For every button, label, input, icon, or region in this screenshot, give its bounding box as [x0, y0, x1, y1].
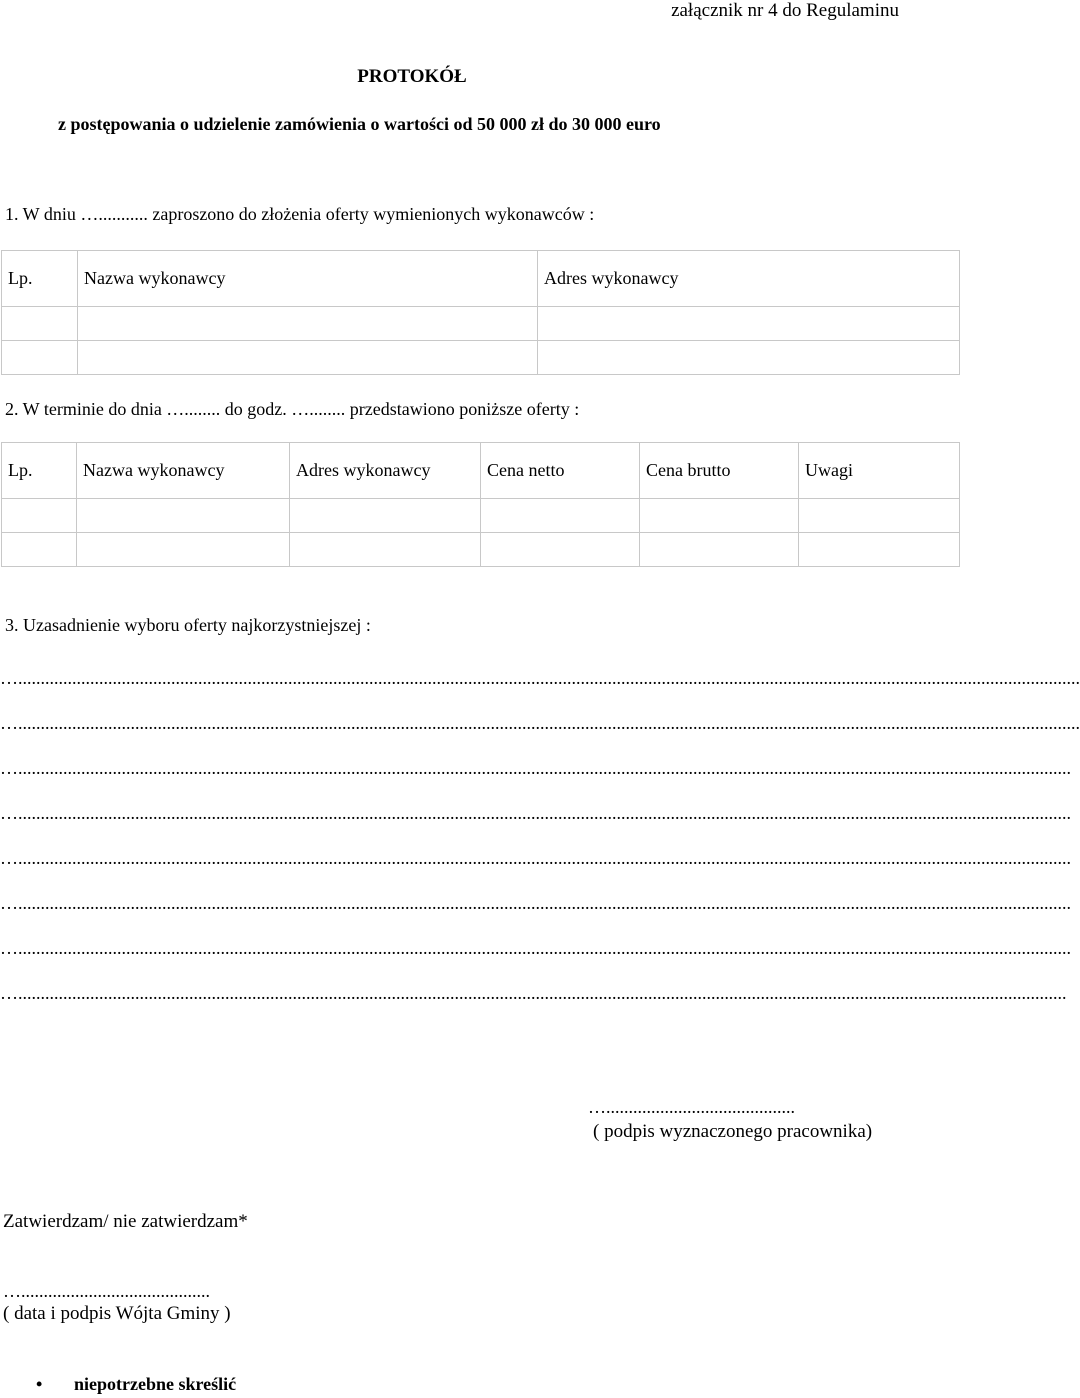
table-cell[interactable] — [799, 499, 960, 533]
table-cell[interactable] — [290, 533, 481, 567]
table-cell[interactable] — [290, 499, 481, 533]
footnote-text: niepotrzebne skreślić — [74, 1374, 237, 1394]
table-cell[interactable] — [481, 533, 640, 567]
table-cell[interactable] — [481, 499, 640, 533]
table-cell[interactable] — [77, 499, 290, 533]
table-cell[interactable] — [77, 533, 290, 567]
invited-contractors-table — [1, 250, 960, 375]
table-cell[interactable] — [538, 307, 960, 341]
table-cell[interactable] — [640, 533, 799, 567]
dotted-line[interactable]: …......................................................................................................................................................................................................................................... — [0, 983, 1067, 1003]
submitted-offers-table — [1, 442, 960, 567]
table-cell[interactable] — [2, 533, 77, 567]
table-cell[interactable] — [2, 307, 78, 341]
table-cell[interactable] — [640, 499, 799, 533]
table-row — [2, 341, 960, 375]
dotted-line[interactable]: ….......................................................................................................................................................................................................................................... — [0, 893, 1071, 913]
column-header-lp: Lp. — [2, 443, 77, 499]
dotted-line[interactable]: ….......................................................................................................................................................................................................................................... — [0, 803, 1071, 823]
signature-line[interactable]: ….......................................... — [588, 1097, 795, 1117]
table-cell[interactable] — [538, 341, 960, 375]
document-subtitle: z postępowania o udzielenie zamówienia o wartości od 50 000 zł do 30 000 euro — [58, 114, 661, 134]
dotted-line[interactable]: ….......................................................................................................................................................................................................................................... — [0, 848, 1071, 868]
approval-text: Zatwierdzam/ nie zatwierdzam* — [3, 1211, 248, 1232]
dotted-line[interactable]: ….......................................................................................................................................................................................................................................... — [0, 758, 1071, 778]
table-cell[interactable] — [2, 341, 78, 375]
footnote — [36, 1374, 236, 1395]
table-cell[interactable] — [2, 499, 77, 533]
column-header-contractor-address: Adres wykonawcy — [538, 251, 960, 307]
attachment-note: załącznik nr 4 do Regulaminu — [671, 0, 899, 21]
column-header-contractor-name: Nazwa wykonawcy — [77, 443, 290, 499]
table-cell[interactable] — [799, 533, 960, 567]
dotted-line[interactable]: …............................................................................................................................................................................................................................................ — [0, 668, 1080, 688]
column-header-net-price: Cena netto — [481, 443, 640, 499]
column-header-remarks: Uwagi — [799, 443, 960, 499]
document-title: PROTOKÓŁ — [357, 66, 467, 87]
column-header-lp: Lp. — [2, 251, 78, 307]
column-header-contractor-name: Nazwa wykonawcy — [78, 251, 538, 307]
column-header-gross-price: Cena brutto — [640, 443, 799, 499]
column-header-contractor-address: Adres wykonawcy — [290, 443, 481, 499]
table-row — [2, 533, 960, 567]
date-signature-caption: ( data i podpis Wójta Gminy ) — [3, 1303, 231, 1324]
section-3-text: 3. Uzasadnienie wyboru oferty najkorzystniejszej : — [5, 615, 371, 635]
date-signature-line[interactable]: ….......................................... — [3, 1281, 210, 1301]
table-row — [2, 307, 960, 341]
table-cell[interactable] — [78, 307, 538, 341]
bullet-icon: • — [36, 1374, 43, 1394]
dotted-line[interactable]: ….......................................................................................................................................................................................................................................... — [0, 938, 1071, 958]
section-1-text: 1. W dniu …........... zaproszono do złożenia oferty wymienionych wykonawców : — [5, 204, 595, 224]
table-cell[interactable] — [78, 341, 538, 375]
table-header-row — [2, 443, 960, 499]
table-row — [2, 499, 960, 533]
dotted-line[interactable]: …............................................................................................................................................................................................................................................ — [0, 713, 1080, 733]
signature-caption: ( podpis wyznaczonego pracownika) — [593, 1121, 873, 1142]
section-2-text: 2. W terminie do dnia …........ do godz. …........ przedstawiono poniższe oferty : — [5, 399, 580, 419]
table-header-row — [2, 251, 960, 307]
